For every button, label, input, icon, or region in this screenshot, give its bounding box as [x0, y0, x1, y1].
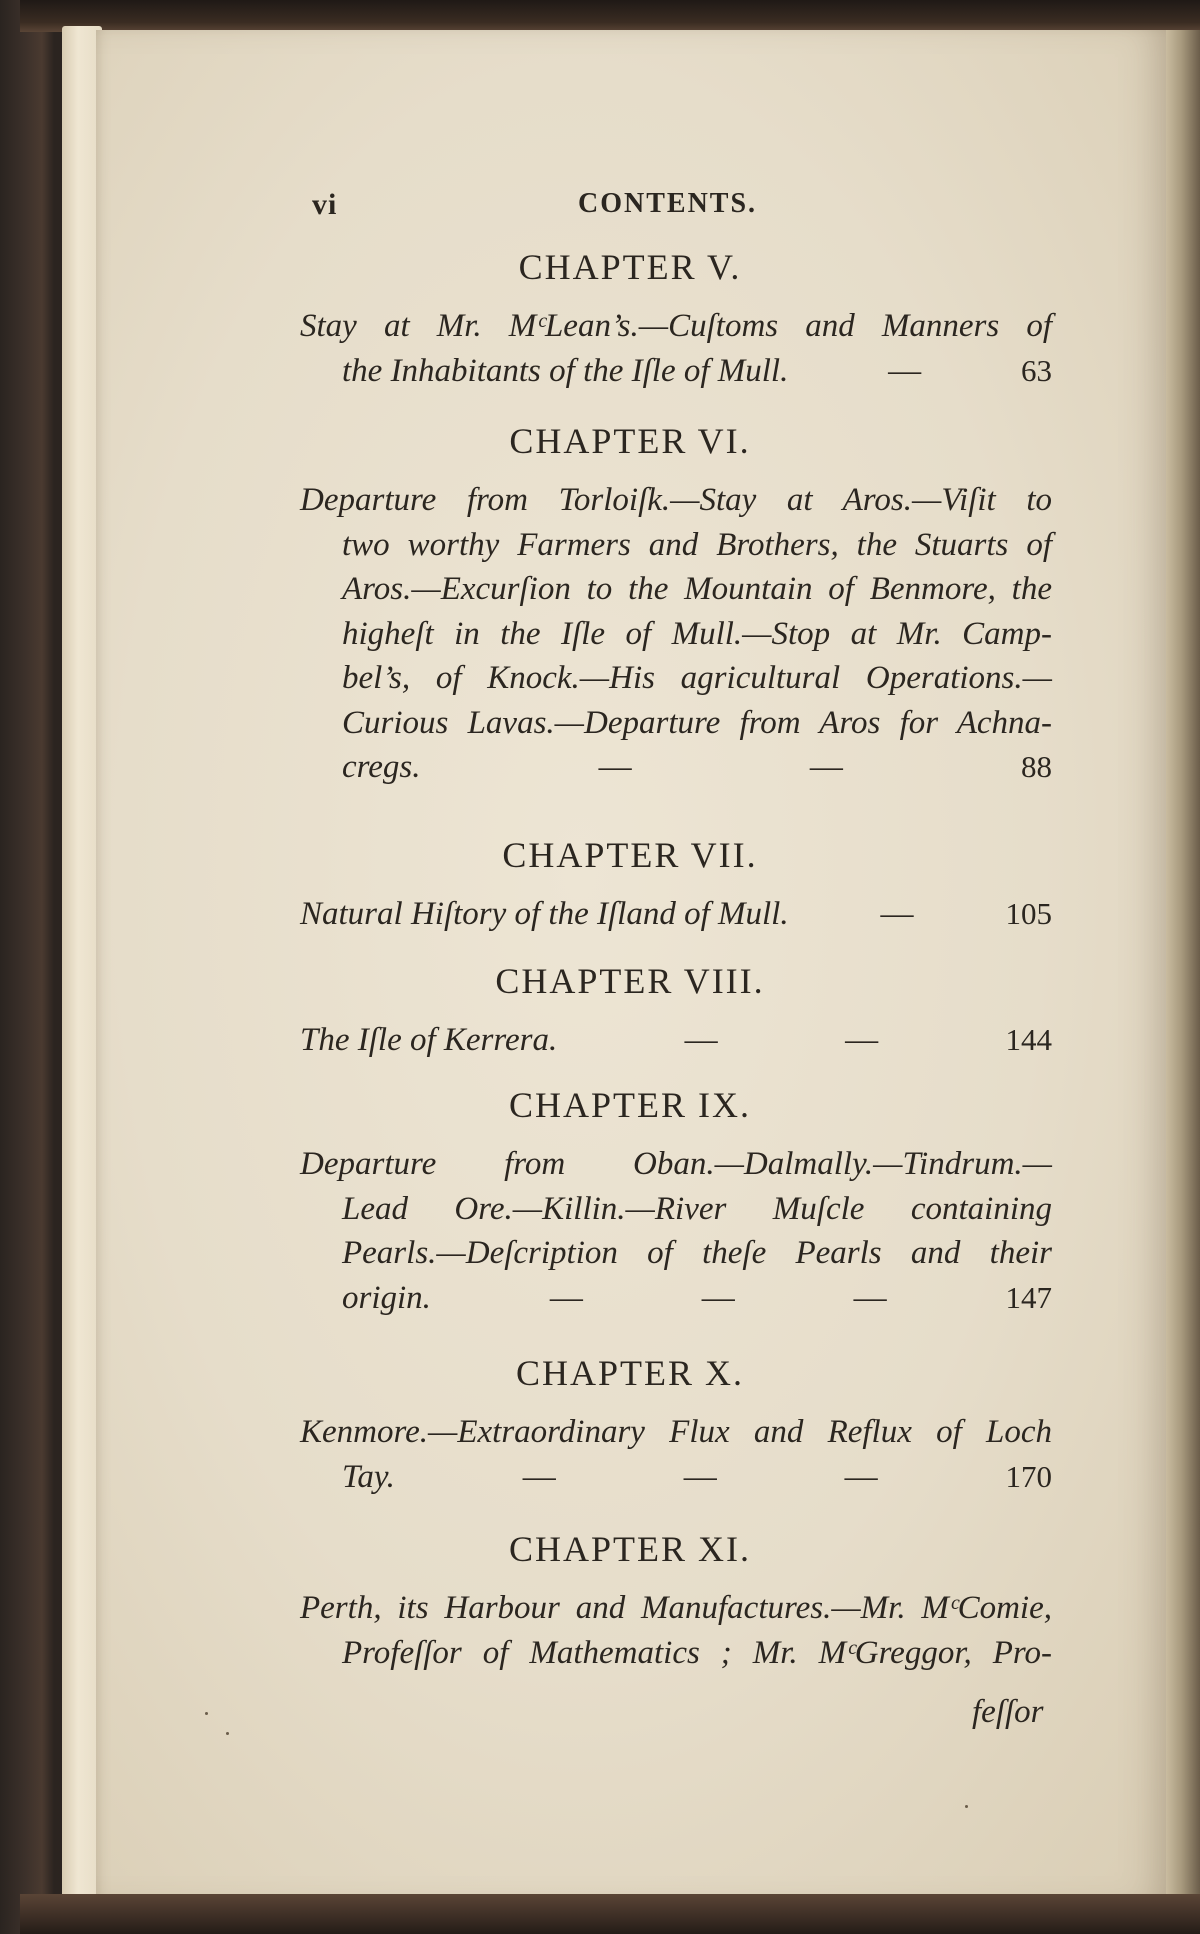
book-cover-top: [20, 0, 1200, 32]
summary-line: [300, 349, 1052, 394]
chapter-heading: CHAPTER VII.: [502, 835, 758, 875]
leader-dash: —: [844, 1458, 878, 1495]
chapter-heading: CHAPTER VIII.: [495, 961, 765, 1001]
summary-text: cregs.: [342, 749, 421, 785]
page-reference: 170: [1005, 1458, 1052, 1494]
summary-line: [300, 612, 1052, 657]
summary-text: Aros.—Excurſion to the Mountain of Benmore, the: [342, 571, 1052, 607]
summary-text: bel’s, of Knock.—His agricultural Operations.—: [342, 660, 1052, 696]
leader-dash: —: [549, 1279, 583, 1316]
summary-text: Tay.: [342, 1458, 395, 1495]
summary-text: The Iſle of Kerrera.: [300, 1022, 558, 1058]
leader-dash: —: [888, 352, 922, 389]
leader-dash: —: [809, 749, 843, 785]
page-reference: 88: [1020, 749, 1052, 784]
book-gutter: [1166, 30, 1200, 1900]
summary-line: [300, 656, 1052, 701]
chapter-summary: [300, 892, 1052, 937]
paper-speck: [205, 1712, 208, 1715]
summary-line: [300, 892, 1052, 937]
page-number: vi: [312, 188, 338, 221]
summary-text: Profeſſor of Mathematics ; Mr. MᶜGreggor, Pro-: [342, 1634, 1052, 1671]
summary-line: [300, 1231, 1052, 1276]
summary-line: [300, 478, 1052, 523]
leader-dash: —: [853, 1279, 887, 1316]
summary-text: Curious Lavas.—Departure from Aros for Achna-: [342, 704, 1052, 741]
book-cover-bottom: [20, 1894, 1200, 1934]
summary-text: higheſt in the Iſle of Mull.—Stop at Mr. Camp-: [342, 615, 1052, 652]
summary-line: [300, 745, 1052, 790]
summary-line: [300, 1018, 1052, 1063]
chapter-summary: [300, 478, 1052, 790]
page-reference: 63: [1020, 352, 1052, 388]
leader-dash: —: [522, 1458, 556, 1495]
summary-line: [300, 304, 1052, 349]
summary-text: Pearls.—Deſcription of theſe Pearls and their: [342, 1235, 1052, 1271]
leader-dash: —: [845, 1022, 879, 1058]
summary-line: [300, 1455, 1052, 1500]
chapter-heading: CHAPTER V.: [518, 247, 742, 287]
leader-dash: —: [701, 1279, 735, 1316]
page-reference: 144: [1005, 1022, 1052, 1057]
summary-text: the Inhabitants of the Iſle of Mull.: [342, 352, 789, 389]
summary-line: [300, 1276, 1052, 1321]
summary-line: [300, 1142, 1052, 1187]
summary-text: Departure from Torloiſk.—Stay at Aros.—Viſit to: [300, 482, 1052, 518]
summary-line: [300, 1586, 1052, 1631]
summary-text: Stay at Mr. MᶜLean’s.—Cuſtoms and Manners of: [300, 308, 1052, 344]
page-reference: 105: [1005, 896, 1052, 931]
leader-dash: —: [683, 1458, 717, 1495]
leader-dash: —: [880, 896, 914, 932]
summary-text: Lead Ore.—Killin.—River Muſcle containing: [342, 1190, 1052, 1227]
chapter-heading: CHAPTER IX.: [508, 1085, 751, 1125]
summary-text: Natural Hiſtory of the Iſland of Mull.: [300, 896, 789, 932]
summary-line: [300, 1187, 1052, 1232]
paper-speck: [226, 1732, 229, 1735]
summary-text: Kenmore.—Extraordinary Flux and Reflux of Loch: [300, 1414, 1052, 1450]
chapter-summary: [300, 304, 1052, 393]
summary-text: two worthy Farmers and Brothers, the Stuarts of: [342, 526, 1052, 563]
chapter-heading: CHAPTER VI.: [509, 421, 751, 461]
chapter-summary: [300, 1586, 1052, 1675]
running-title: CONTENTS.: [578, 188, 758, 219]
leader-dash: —: [684, 1022, 718, 1058]
summary-line: [300, 1631, 1052, 1676]
chapter-summary: [300, 1018, 1052, 1063]
leader-dash: —: [598, 749, 632, 785]
summary-text: Departure from Oban.—Dalmally.—Tindrum.—: [300, 1146, 1052, 1182]
summary-line: [300, 701, 1052, 746]
catchword: feſſor: [972, 1694, 1044, 1730]
summary-line: [300, 1410, 1052, 1455]
chapter-heading: CHAPTER XI.: [508, 1529, 751, 1569]
summary-text: Perth, its Harbour and Manufactures.—Mr. MᶜComie,: [300, 1590, 1052, 1626]
page-reference: 147: [1005, 1279, 1052, 1315]
summary-line: [300, 523, 1052, 568]
summary-line: [300, 567, 1052, 612]
chapter-summary: [300, 1142, 1052, 1320]
chapter-summary: [300, 1410, 1052, 1499]
summary-text: origin.: [342, 1279, 431, 1316]
chapter-heading: CHAPTER X.: [515, 1353, 745, 1393]
paper-speck: [965, 1805, 968, 1808]
